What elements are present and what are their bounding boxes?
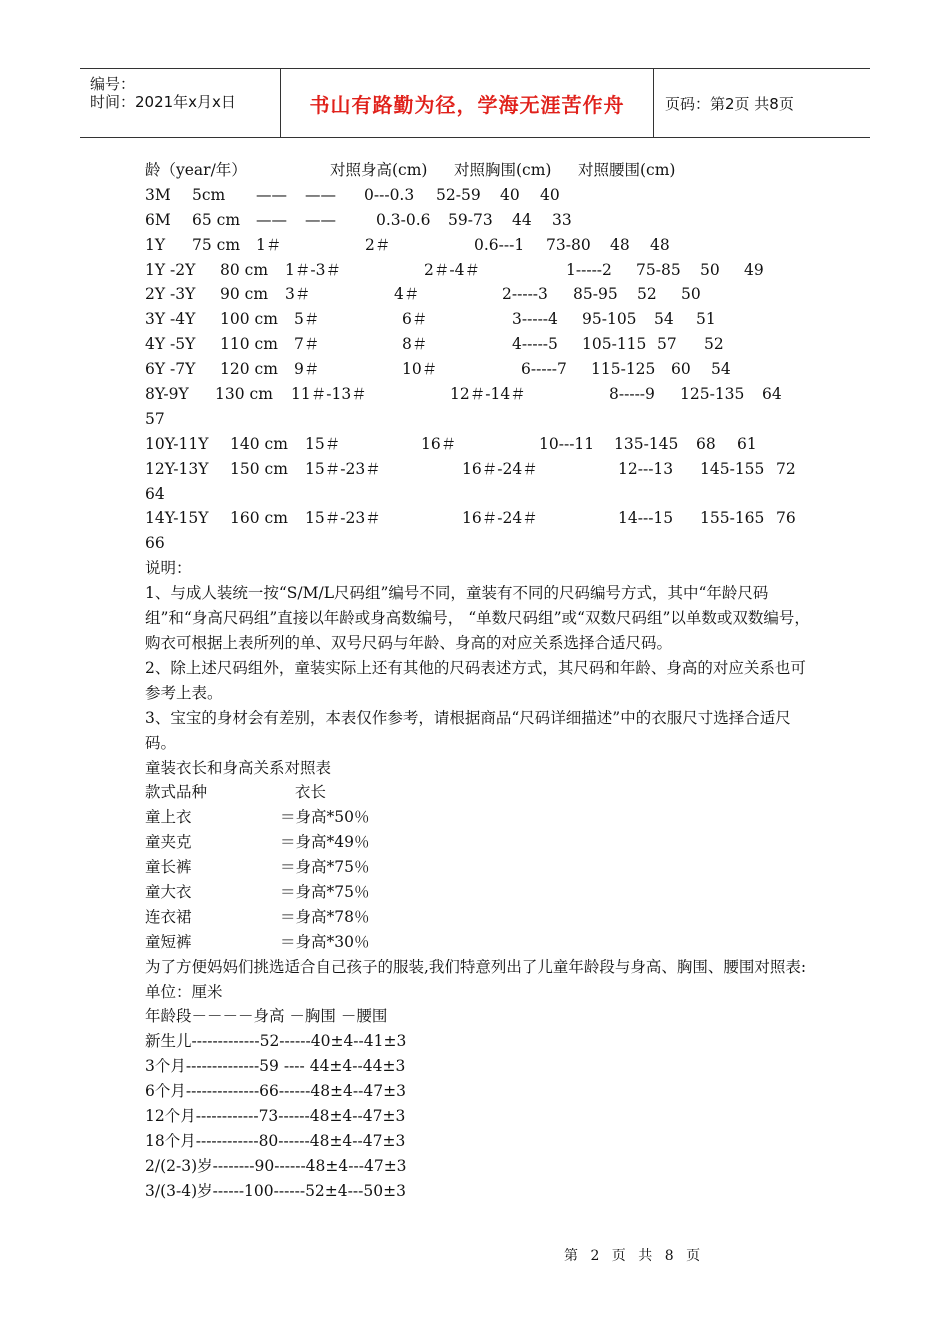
length-table-row (145, 805, 810, 830)
length-table-row (145, 905, 810, 930)
size-table-cell: 0.6---1 (474, 235, 525, 254)
size-table-cell: 8Y-9Y (145, 385, 189, 404)
size-table-cell: 1＃-3＃ (285, 260, 341, 279)
size-table-row-wrap (145, 531, 810, 556)
age-table-header: 年龄段－－－－身高 －胸围 －腰围 (145, 1007, 388, 1026)
age-table-row: 6个月--------------66------48±4--47±3 (145, 1082, 406, 1101)
size-table-cell: 2Y -3Y (145, 285, 196, 304)
length-formula-cell: ＝身高*75％ (280, 882, 370, 901)
length-formula-cell: ＝身高*75％ (280, 858, 370, 877)
size-table-cell: 40 (500, 185, 520, 204)
size-table-cell: 64 (762, 385, 782, 404)
size-table-row (145, 357, 810, 382)
age-table-row: 3/(3-4)岁------100------52±4---50±3 (145, 1181, 406, 1200)
length-table-rows (145, 805, 810, 954)
size-table-cell: 100 cm (220, 310, 278, 329)
size-table-cell: —— (305, 185, 336, 204)
length-style-cell: 童夹克 (145, 833, 192, 852)
size-table-row (145, 258, 810, 283)
number-label: 编号： (90, 75, 136, 93)
size-table-cell: 57 (657, 335, 677, 354)
size-table-cell: 5cm (192, 185, 226, 204)
size-table-cell: 16＃-24＃ (462, 509, 538, 528)
size-table-row-wrap (145, 407, 810, 432)
size-table-cell: 155-165 (700, 509, 765, 528)
size-table-cell: 0.3-0.6 (376, 210, 431, 229)
size-table-cell: 1Y -2Y (145, 260, 196, 279)
size-table-cell: 145-155 (700, 459, 765, 478)
age-table-rows (145, 1029, 810, 1203)
size-table-cell: 12＃-14＃ (450, 385, 526, 404)
size-table-cell: 76 (776, 509, 796, 528)
size-table-cell: 3-----4 (512, 310, 558, 329)
size-table-cell: 50 (681, 285, 701, 304)
size-table-cell: 48 (610, 235, 630, 254)
notes-title: 说明： (145, 559, 192, 578)
length-formula-cell: ＝身高*30％ (280, 932, 370, 951)
size-table-cell: 105-115 (582, 335, 647, 354)
size-table-cell: 15＃-23＃ (305, 459, 381, 478)
size-table-row (145, 208, 810, 233)
size-table-header (145, 158, 810, 183)
length-table-header (145, 780, 810, 805)
size-table-cell: 60 (671, 360, 691, 379)
size-table-cell: 85-95 (573, 285, 618, 304)
size-table-cell: 49 (744, 260, 764, 279)
size-table-cell: 1Y (145, 235, 166, 254)
size-table-cell: 6Y -7Y (145, 360, 196, 379)
size-table-cell: 16＃-24＃ (462, 459, 538, 478)
size-table-cell: 50 (700, 260, 720, 279)
size-table-row (145, 506, 810, 531)
size-table-row (145, 332, 810, 357)
note-item: 2、除上述尺码组外，童装实际上还有其他的尺码表述方式，其尺码和年龄、身高的对应关系也可参考上表。 (145, 658, 806, 702)
size-table-cell: 75 cm (192, 235, 241, 254)
length-style-cell: 童大衣 (145, 882, 192, 901)
size-table-cell: 52 (637, 285, 657, 304)
length-table-row (145, 855, 810, 880)
length-table-title: 童装衣长和身高关系对照表 (145, 758, 332, 777)
size-table-cell: 15＃ (305, 434, 341, 453)
size-table-cell: 10---11 (539, 434, 595, 453)
header-page-info: 页码：第2页 共8页 (665, 94, 794, 113)
size-table-cell: 6＃ (402, 310, 428, 329)
size-table-cell: 4＃ (394, 285, 420, 304)
size-table-cell: 54 (711, 360, 731, 379)
size-table-cell: 3＃ (285, 285, 311, 304)
size-table-cell: 48 (650, 235, 670, 254)
size-table-cell: —— (305, 210, 336, 229)
size-table-cell: —— (256, 185, 287, 204)
size-table-cell: 64 (145, 484, 165, 503)
size-table-cell: —— (256, 210, 287, 229)
size-table-cell: 3M (145, 185, 171, 204)
length-style-cell: 童上衣 (145, 808, 192, 827)
size-table-cell: 4Y -5Y (145, 335, 196, 354)
size-table-cell: 52 (704, 335, 724, 354)
size-table-cell: 57 (145, 409, 165, 428)
size-table-cell: 65 cm (192, 210, 241, 229)
size-table-cell: 115-125 (591, 360, 656, 379)
size-table-cell: 125-135 (680, 385, 745, 404)
size-table-cell: 9＃ (294, 360, 320, 379)
size-table-cell: 54 (654, 310, 674, 329)
size-table-row (145, 307, 810, 332)
length-header-style: 款式品种 (145, 783, 208, 802)
size-table-cell: 2＃-4＃ (424, 260, 480, 279)
size-header-age: 龄（year/年） (145, 161, 247, 179)
length-formula-cell: ＝身高*50％ (280, 808, 370, 827)
size-table-cell: 6-----7 (521, 360, 567, 379)
size-table-cell: 140 cm (230, 434, 288, 453)
size-table-cell: 8-----9 (609, 385, 655, 404)
length-table-row (145, 930, 810, 955)
header-motto: 书山有路勤为径，学海无涯苦作舟 (281, 69, 654, 137)
size-table-row (145, 183, 810, 208)
size-table-cell: 150 cm (230, 459, 288, 478)
size-table-cell: 80 cm (220, 260, 269, 279)
size-table-cell: 59-73 (448, 210, 493, 229)
size-table-cell: 75-85 (636, 260, 681, 279)
size-table-row (145, 432, 810, 457)
size-table-cell: 61 (737, 434, 757, 453)
page-footer: 第 2 页 共 8 页 (564, 1248, 705, 1264)
size-table-cell: 33 (552, 210, 572, 229)
length-table-row (145, 830, 810, 855)
size-table-cell: 130 cm (215, 385, 273, 404)
size-table-cell: 95-105 (582, 310, 637, 329)
size-table-cell: 135-145 (614, 434, 679, 453)
size-table-rows (145, 183, 810, 556)
length-formula-cell: ＝身高*78％ (280, 907, 370, 926)
size-table-cell: 160 cm (230, 509, 288, 528)
size-table-row (145, 282, 810, 307)
header-meta (80, 69, 281, 137)
size-table-row-wrap (145, 482, 810, 507)
age-table-row: 12个月------------73------48±4--47±3 (145, 1107, 406, 1126)
size-header-height: 对照身高(cm) (330, 161, 428, 179)
age-intro: 为了方便妈妈们挑选适合自己孩子的服装,我们特意列出了儿童年龄段与身高、胸围、腰围对照表: 单位：厘米 (145, 957, 807, 1001)
size-table-cell: 7＃ (294, 335, 320, 354)
size-table-cell: 2-----3 (502, 285, 548, 304)
size-header-chest: 对照胸围(cm) (454, 161, 552, 179)
age-table-row: 新生儿-------------52------40±4--41±3 (145, 1032, 407, 1051)
size-table-cell: 73-80 (546, 235, 591, 254)
size-table-cell: 6M (145, 210, 171, 229)
length-style-cell: 童长裤 (145, 858, 192, 877)
note-item: 1、与成人装统一按“S/M/L尺码组”编号不同，童装有不同的尺码编号方式，其中“年龄尺码组”和“身高尺码组”直接以年龄或身高数编号， “单数尺码组”或“双数尺码组”以单数或双数编号，购衣可根据上表所列的单、双号尺码与年龄、身高的对应关系选择合适尺码。 (145, 584, 810, 652)
age-table-row: 2/(2-3)岁--------90------48±4---47±3 (145, 1156, 407, 1175)
length-table-row (145, 880, 810, 905)
age-table-row: 18个月------------80------48±4--47±3 (145, 1131, 406, 1150)
size-table-cell: 11＃-13＃ (291, 385, 367, 404)
size-table-cell: 120 cm (220, 360, 278, 379)
size-table-cell: 72 (776, 459, 796, 478)
size-table-cell: 4-----5 (512, 335, 558, 354)
length-style-cell: 连衣裙 (145, 907, 192, 926)
size-table-cell: 10Y-11Y (145, 434, 209, 453)
size-table-cell: 14Y-15Y (145, 509, 209, 528)
size-table-cell: 66 (145, 534, 165, 553)
size-table-cell: 16＃ (421, 434, 457, 453)
size-table-cell: 15＃-23＃ (305, 509, 381, 528)
page-header (80, 68, 870, 138)
note-item: 3、宝宝的身材会有差别，本表仅作参考，请根据商品“尺码详细描述”中的衣服尺寸选择合适尺码。 (145, 708, 791, 752)
size-table-cell: 12Y-13Y (145, 459, 209, 478)
size-table-row (145, 233, 810, 258)
size-table-row (145, 457, 810, 482)
age-table-row: 3个月--------------59 ---- 44±4--44±3 (145, 1057, 406, 1076)
length-header-length: 衣长 (295, 783, 327, 802)
time-label: 时间：2021年x月x日 (90, 93, 236, 111)
length-formula-cell: ＝身高*49％ (280, 833, 370, 852)
size-table-cell: 2＃ (365, 235, 391, 254)
size-table-cell: 68 (696, 434, 716, 453)
document-body (145, 158, 810, 1204)
size-table-cell: 1-----2 (566, 260, 612, 279)
size-table-cell: 52-59 (436, 185, 481, 204)
size-table-cell: 110 cm (220, 335, 278, 354)
size-header-waist: 对照腰围(cm) (578, 161, 676, 179)
size-table-cell: 10＃ (402, 360, 438, 379)
size-table-cell: 12---13 (618, 459, 674, 478)
size-table-cell: 1＃ (256, 235, 282, 254)
size-table-cell: 40 (540, 185, 560, 204)
size-table-cell: 8＃ (402, 335, 428, 354)
size-table-cell: 90 cm (220, 285, 269, 304)
size-table-row (145, 382, 810, 407)
length-style-cell: 童短裤 (145, 932, 192, 951)
size-table-cell: 14---15 (618, 509, 674, 528)
size-table-cell: 0---0.3 (364, 185, 415, 204)
size-table-cell: 3Y -4Y (145, 310, 196, 329)
size-table-cell: 44 (512, 210, 532, 229)
size-table-cell: 51 (696, 310, 716, 329)
size-table-cell: 5＃ (294, 310, 320, 329)
